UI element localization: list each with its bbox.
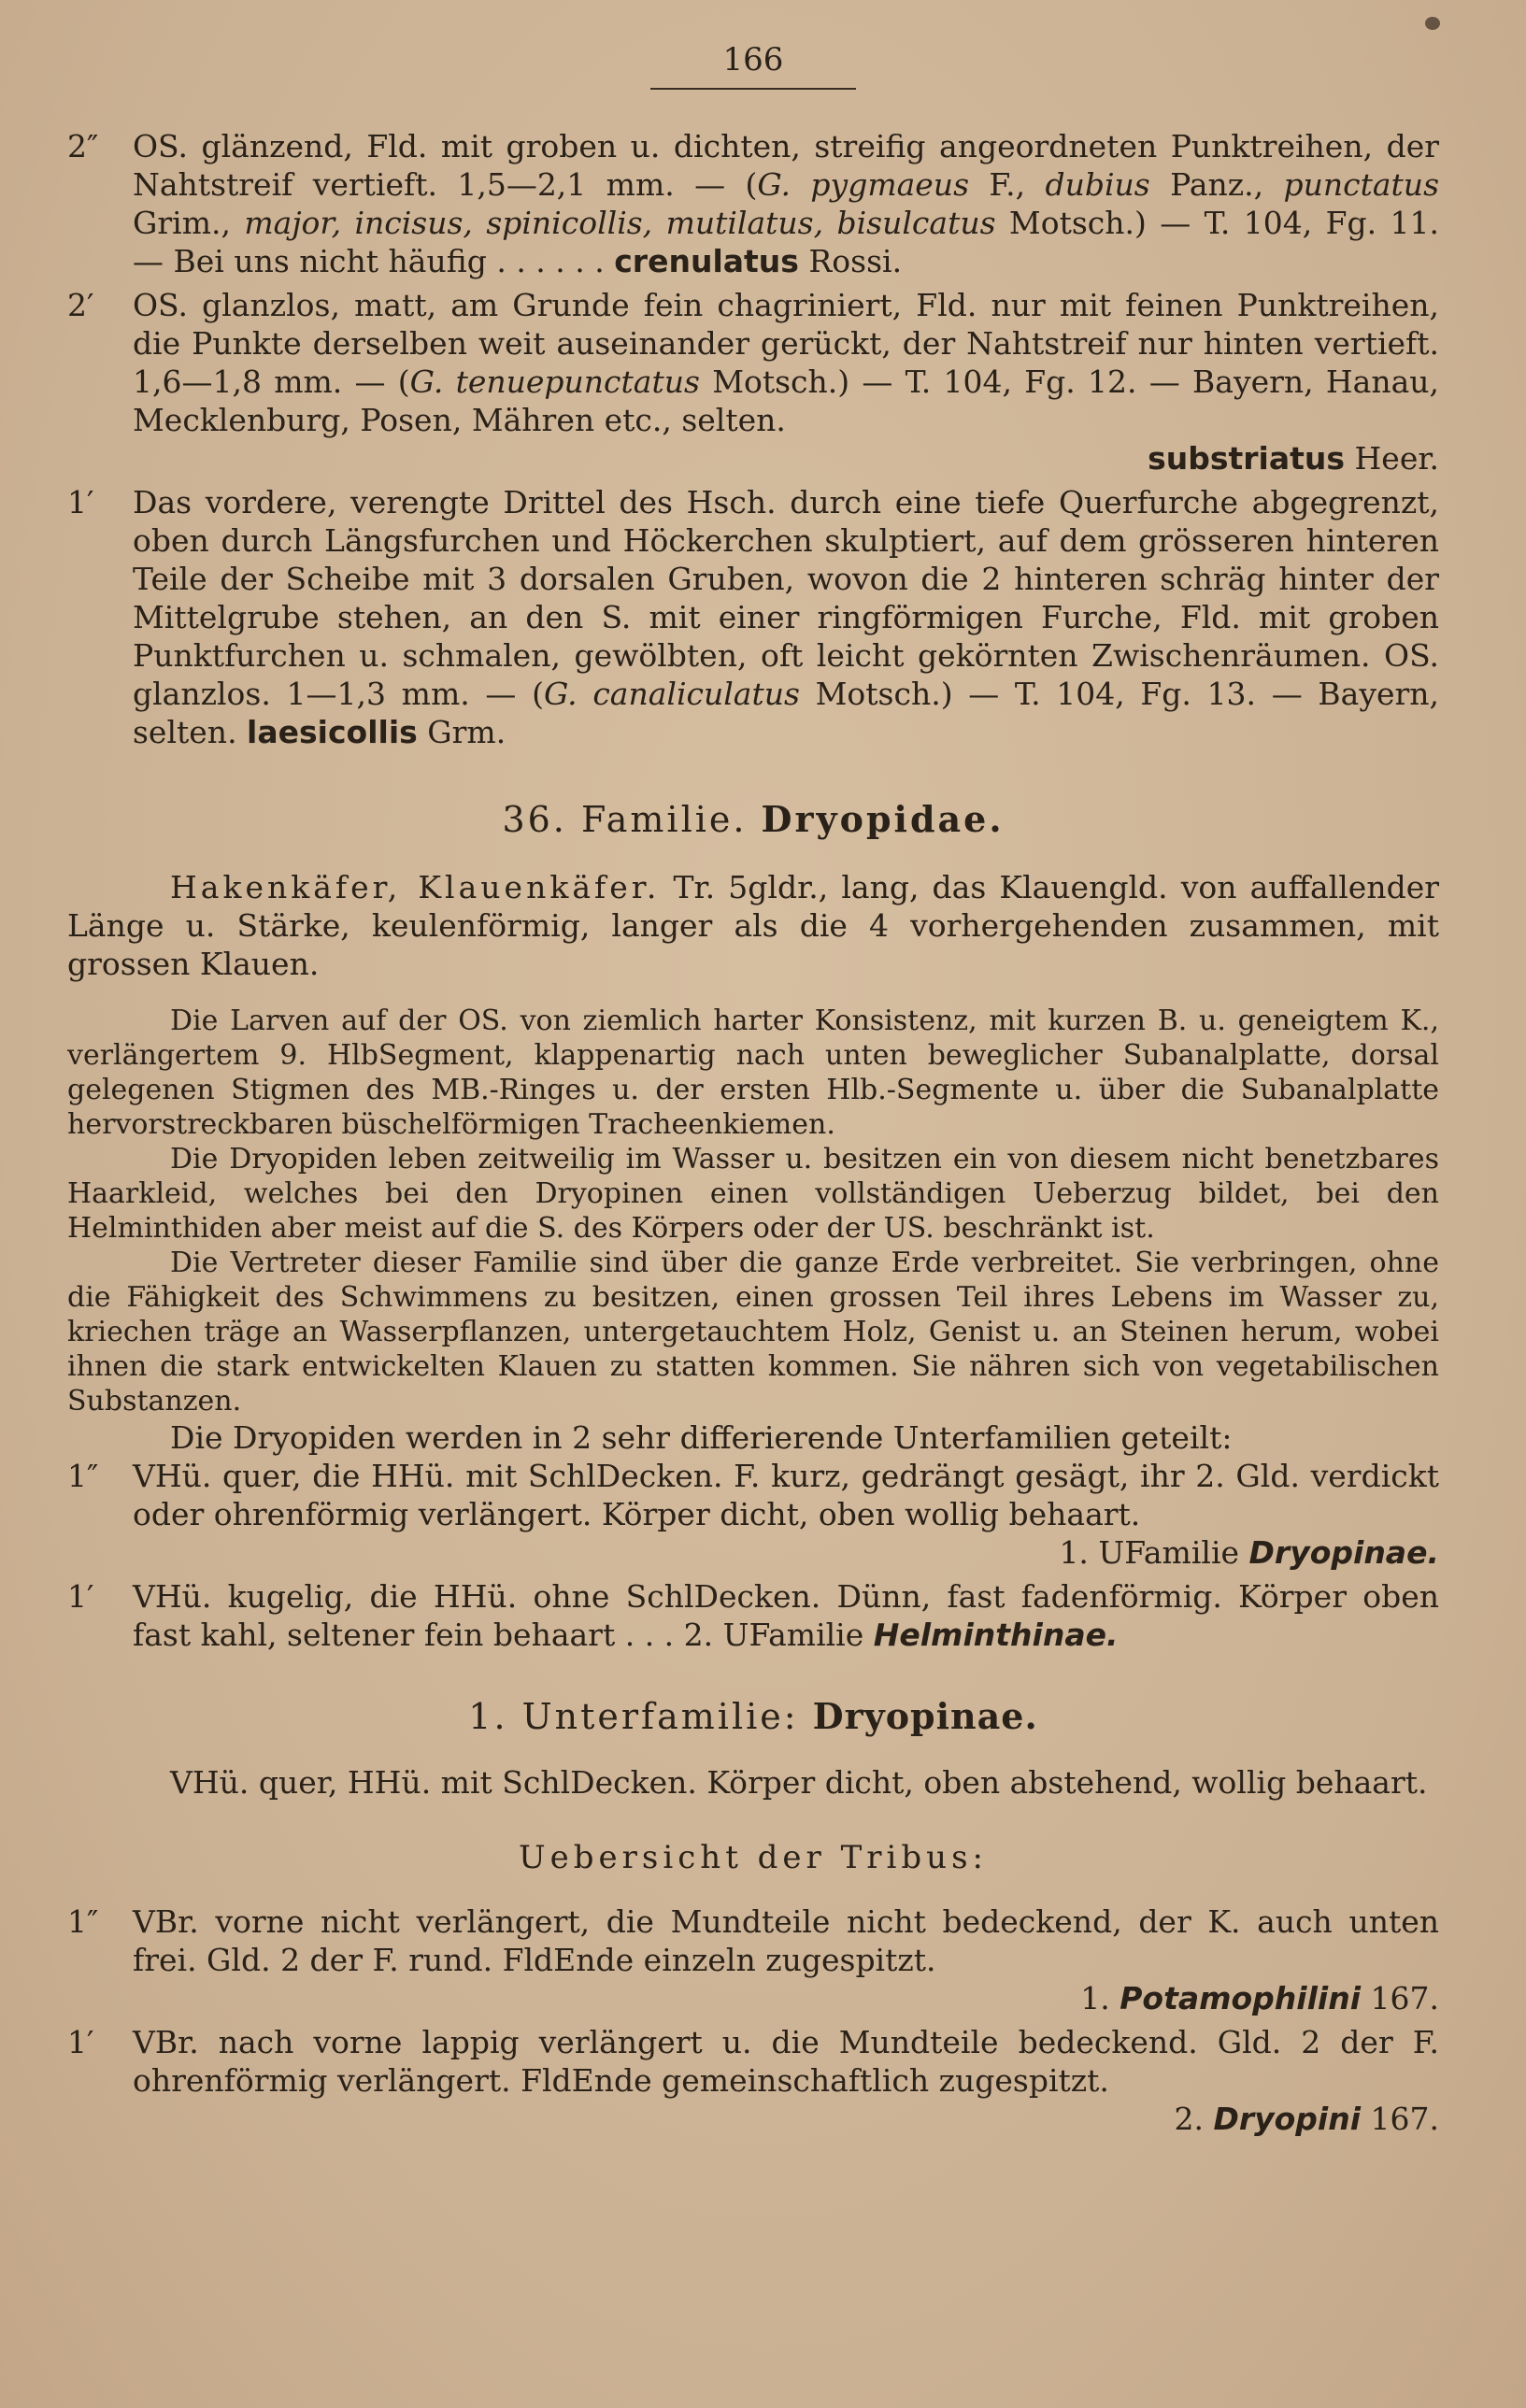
- overview-heading: Uebersicht der Tribus:: [519, 1839, 988, 1876]
- tribus-ref: 2.: [1174, 2101, 1214, 2137]
- page-content: [67, 37, 1439, 2144]
- species-author: Rossi.: [798, 243, 903, 279]
- entry-text: OS. glanzlos, matt, am Grunde fein chagriniert, Fld. nur mit feinen Punktreihen, die Punkte derselben weit auseinander gerückt, der Nahtstreif nur hinten vertieft. 1,6—1,8 mm. — (: [133, 287, 1439, 400]
- tribus-name: Potamophilini: [1120, 1980, 1362, 2016]
- page-number-rule: [650, 88, 856, 90]
- key-entry-substriatus: [67, 286, 1439, 477]
- entry-text: VBr. nach vorne lappig verlängert u. die Mundteile bedeckend. Gld. 2 der F. ohrenförmig verlängert. FldEnde gemeinschaftlich zugespitzt.: [133, 2024, 1439, 2099]
- entry-text: VHü. kugelig, die HHü. ohne SchlDecken. Dünn, fast fadenförmig. Körper oben fast kahl, seltener fein behaart . . .: [133, 1578, 1439, 1653]
- key-entry-dryopini: [67, 2023, 1439, 2138]
- key-entry-dryopinae: [67, 1457, 1439, 1572]
- subfamily-ref: 1. UFamilie: [1059, 1534, 1249, 1571]
- entry-text-tail: Motsch.) — T. 104, Fg. 13. — Bayern, selten.: [133, 676, 1440, 750]
- family-intro-text: Tr. 5gldr., lang, das Klauengld. von auffallender Länge u. Stärke, keulenförmig, langer als die 4 vorhergehenden zusammen, mit grossen Klauen.: [67, 869, 1439, 982]
- family-heading-name: Dryopidae.: [761, 798, 1005, 840]
- species-name: crenulatus: [614, 243, 799, 279]
- subfamily-description: VHü. quer, HHü. mit SchlDecken. Körper dicht, oben abstehend, wollig behaart.: [170, 1764, 1428, 1801]
- tribus-ref: 1.: [1080, 1980, 1120, 2016]
- family-heading-prefix: 36. Familie.: [502, 799, 748, 840]
- species-name: substriatus: [1148, 440, 1346, 477]
- synonym: G. tenuepunctatus: [409, 363, 700, 400]
- family-heading: [67, 798, 1439, 840]
- synonym-author: Panz.,: [1149, 166, 1284, 203]
- subfamily-intro: Die Dryopiden werden in 2 sehr differierende Unterfamilien geteilt:: [170, 1419, 1233, 1456]
- family-intro: [67, 868, 1439, 983]
- subfamily-name: Helminthinae.: [873, 1617, 1119, 1653]
- key-number: 2″: [67, 128, 99, 164]
- tribus-name: Dryopini: [1213, 2101, 1362, 2137]
- synonym: punctatus: [1283, 166, 1439, 203]
- key-entry-potamophilini: [67, 1902, 1439, 2017]
- paragraph-distribution: Die Vertreter dieser Familie sind über die ganze Erde verbreitet. Sie verbringen, ohne die Fähigkeit des Schwimmens zu besitzen, einen grossen Teil ihres Lebens im Wasser zu, kriechen träge an Wasserpflanzen, untergetauchtem Holz, Genist u. an Steinen herum, wobei ihnen die stark entwickelten Klauen zu statten kommen. Sie nähren sich von vegetabilischen Substanzen.: [67, 1247, 1439, 1418]
- key-entry-laesicollis: [67, 483, 1439, 751]
- family-common-names: Hakenkäfer, Klauenkäfer.: [170, 869, 661, 905]
- tribus-ref-line: [133, 1979, 1439, 2017]
- entry-text: Das vordere, verengte Drittel des Hsch. durch eine tiefe Querfurche abgegrenzt, oben durch Längsfurchen und Höckerchen skulptiert, auf dem grösseren hinteren Teile der Scheibe mit 3 dorsalen Gruben, wovon die 2 hinteren schräg hinter der Mittelgrube stehen, an den S. mit einer ringförmigen Furche, Fld. mit groben Punktfurchen u. schmalen, gewölbten, oft leicht gekörnten Zwischenräumen. OS. glanzlos. 1—1,3 mm. — (: [133, 484, 1439, 712]
- species-name: laesicollis: [247, 714, 418, 750]
- key-number: 1″: [67, 1903, 99, 1940]
- key-entry-helminthinae: [67, 1577, 1439, 1654]
- page-number: 166: [722, 41, 784, 78]
- paragraph-habitat: Die Dryopiden leben zeitweilig im Wasser u. besitzen ein von diesem nicht benetzbares Haarkleid, welches bei den Dryopinen einen vollständigen Ueberzug bildet, bei den Helminthiden aber meist auf die S. des Körpers oder der US. beschränkt ist.: [67, 1143, 1439, 1245]
- ink-speck: [1425, 17, 1440, 30]
- subfamily-heading-name: Dryopinae.: [812, 1695, 1038, 1737]
- subfamily-ref-line: [133, 1533, 1439, 1572]
- key-number: 1′: [67, 2024, 94, 2060]
- paragraph-larvae: Die Larven auf der OS. von ziemlich harter Konsistenz, mit kurzen B. u. geneigtem K., verlängertem 9. HlbSegment, klappenartig nach unten beweglicher Subanalplatte, dorsal gelegenen Stigmen des MB.-Ringes u. der ersten Hlb.-Segmente u. über die Subanalplatte hervorstreckbaren büschelförmigen Tracheenkiemen.: [67, 1005, 1439, 1141]
- subfamily-name: Dryopinae.: [1248, 1534, 1439, 1571]
- synonym-author: F.,: [969, 166, 1046, 203]
- synonym-author: Grim.,: [133, 205, 245, 241]
- synonym: major, incisus, spinicollis, mutilatus, bisulcatus: [244, 205, 996, 241]
- entry-text: VHü. quer, die HHü. mit SchlDecken. F. kurz, gedrängt gesägt, ihr 2. Gld. verdickt oder ohrenförmig verlängert. Körper dicht, oben wollig behaart.: [133, 1458, 1439, 1532]
- entry-text-tail: Motsch.) — T. 104, Fg. 11. — Bei uns nicht häufig . . . . . .: [133, 205, 1439, 279]
- key-number: 1′: [67, 1578, 94, 1615]
- subfamily-heading: [67, 1695, 1439, 1737]
- species-author: Grm.: [417, 714, 506, 750]
- tribus-page: 167.: [1361, 2101, 1439, 2137]
- species-line: [133, 439, 1439, 477]
- synonym: dubius: [1045, 166, 1150, 203]
- key-entry-crenulatus: [67, 127, 1439, 280]
- tribus-page: 167.: [1361, 1980, 1439, 2016]
- entry-text: OS. glänzend, Fld. mit groben u. dichten, streifig angeordneten Punktreihen, der Nahtstreif vertieft. 1,5—2,1 mm. — (: [133, 128, 1439, 203]
- key-number: 1′: [67, 484, 94, 520]
- key-number: 2′: [67, 287, 94, 323]
- key-number: 1″: [67, 1458, 99, 1494]
- tribus-ref-line: [133, 2100, 1439, 2138]
- entry-text-tail: Motsch.) — T. 104, Fg. 12. — Bayern, Hanau, Mecklenburg, Posen, Mähren etc., selten.: [133, 363, 1440, 438]
- synonym: G. canaliculatus: [543, 676, 800, 712]
- subfamily-ref: 2. UFamilie: [683, 1617, 874, 1653]
- synonym: G. pygmaeus: [757, 166, 969, 203]
- species-author: Heer.: [1345, 440, 1439, 477]
- subfamily-heading-prefix: 1. Unterfamilie:: [468, 1696, 799, 1737]
- entry-text: VBr. vorne nicht verlängert, die Mundteile nicht bedeckend, der K. auch unten frei. Gld. 2 der F. rund. FldEnde einzeln zugespitzt.: [133, 1903, 1439, 1978]
